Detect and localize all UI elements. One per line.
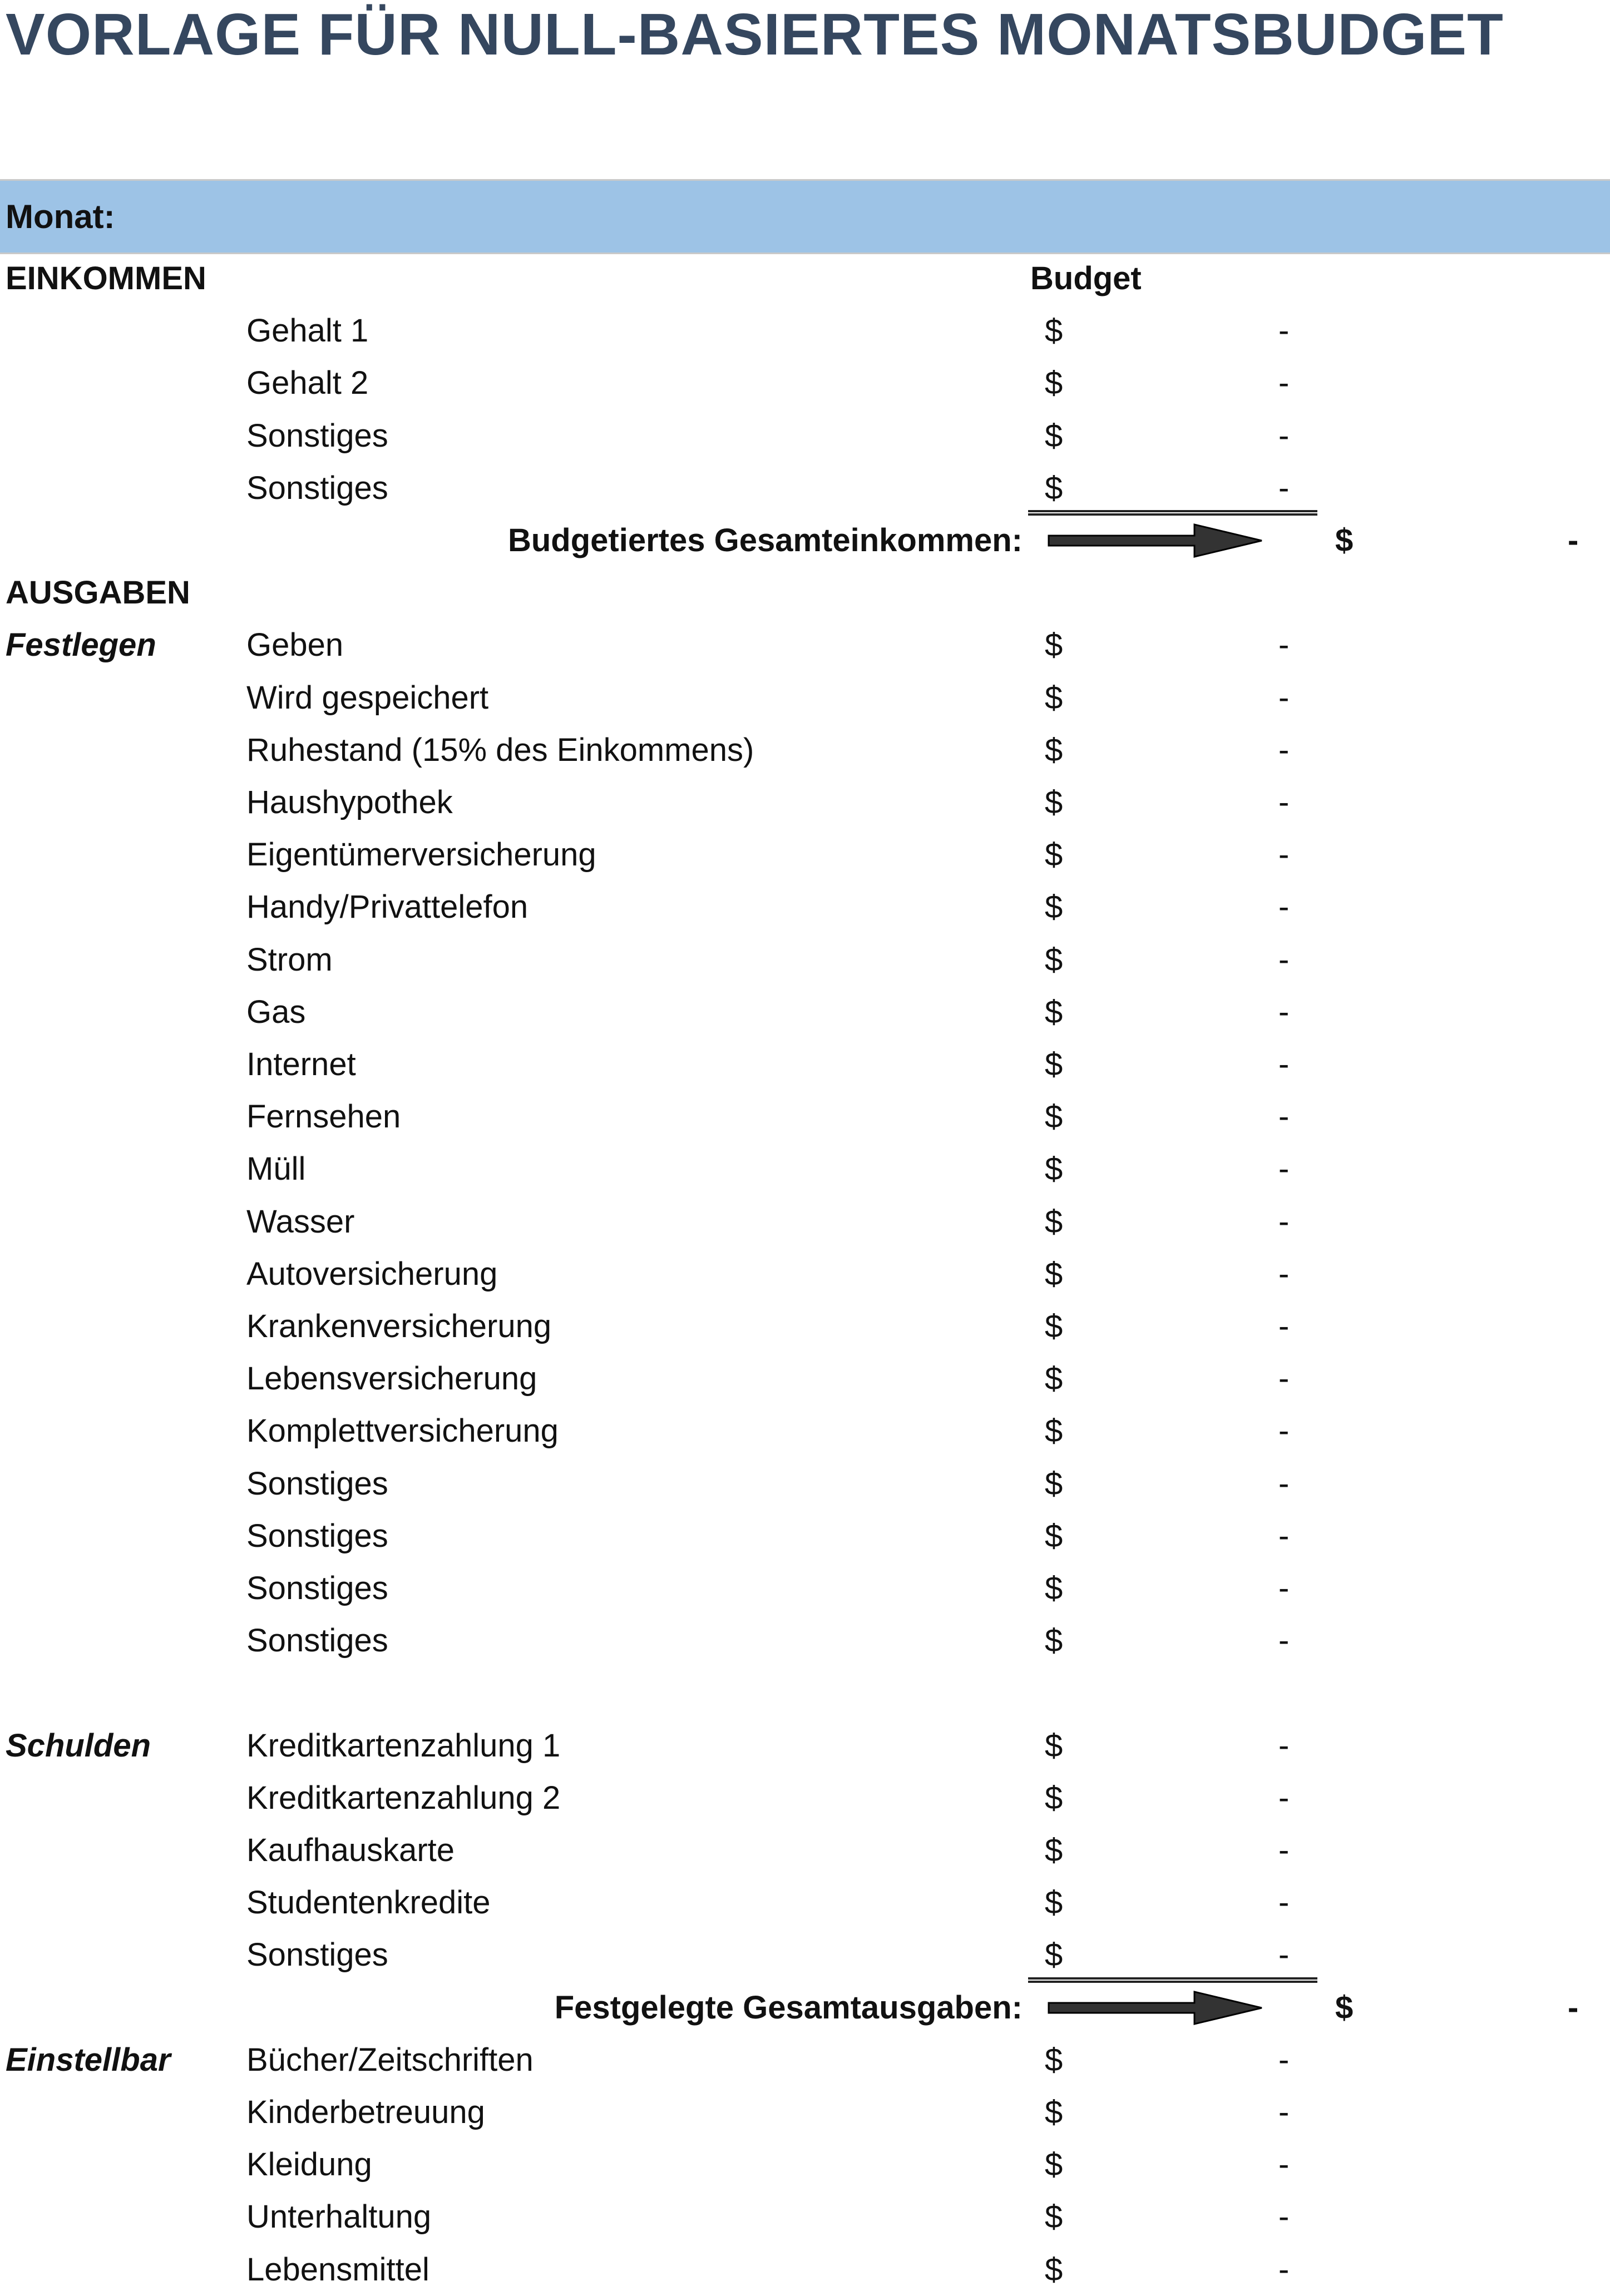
table-row bbox=[0, 2034, 1610, 2086]
item-label: Lebensmittel bbox=[246, 2251, 429, 2288]
budget-value[interactable]: - bbox=[1278, 1832, 1290, 1868]
table-row bbox=[0, 986, 1610, 1038]
item-label: Kreditkartenzahlung 1 bbox=[246, 1727, 561, 1764]
table-row bbox=[0, 1562, 1610, 1615]
item-label: Wird gespeichert bbox=[246, 679, 489, 716]
budget-value[interactable]: - bbox=[1278, 1046, 1290, 1082]
table-row bbox=[0, 619, 1610, 671]
item-label: Sonstiges bbox=[246, 469, 388, 506]
table-row bbox=[0, 2244, 1610, 2296]
budget-value[interactable]: - bbox=[1278, 1622, 1290, 1659]
item-label: Gehalt 1 bbox=[246, 313, 369, 349]
table-row bbox=[0, 305, 1610, 357]
table-row bbox=[0, 1143, 1610, 1195]
table-row bbox=[0, 1038, 1610, 1091]
item-label: Unterhaltung bbox=[246, 2199, 432, 2235]
page-title: VORLAGE FÜR NULL-BASIERTES MONATSBUDGET bbox=[6, 2, 1504, 67]
currency-symbol: $ bbox=[1045, 1832, 1063, 1868]
item-label: Wasser bbox=[246, 1203, 355, 1240]
currency-symbol: $ bbox=[1045, 1937, 1063, 1973]
currency-symbol: $ bbox=[1045, 1203, 1063, 1240]
budget-value[interactable]: - bbox=[1278, 1727, 1290, 1764]
item-label: Kreditkartenzahlung 2 bbox=[246, 1779, 561, 1816]
currency-symbol: $ bbox=[1045, 1622, 1063, 1659]
category-label: Einstellbar bbox=[6, 2041, 171, 2078]
currency-symbol: $ bbox=[1045, 2041, 1063, 2078]
currency-symbol: $ bbox=[1045, 313, 1063, 349]
right-arrow-icon bbox=[1047, 1990, 1264, 2026]
currency-symbol: $ bbox=[1045, 1465, 1063, 1502]
currency-symbol: $ bbox=[1045, 417, 1063, 454]
currency-symbol: $ bbox=[1045, 1517, 1063, 1554]
currency-symbol: $ bbox=[1045, 1360, 1063, 1397]
category-label: Festlegen bbox=[6, 627, 156, 664]
item-label: Handy/Privattelefon bbox=[246, 889, 529, 926]
budget-value[interactable]: - bbox=[1278, 1360, 1290, 1397]
table-row bbox=[0, 1353, 1610, 1405]
month-band bbox=[0, 179, 1610, 254]
income-header-row bbox=[0, 253, 1610, 305]
table-row bbox=[0, 410, 1610, 462]
budget-value[interactable]: - bbox=[1278, 1779, 1290, 1816]
total-value: - bbox=[1568, 522, 1579, 558]
currency-symbol: $ bbox=[1045, 679, 1063, 716]
item-label: Eigentümerversicherung bbox=[246, 837, 596, 873]
table-row bbox=[0, 776, 1610, 829]
budget-value[interactable]: - bbox=[1278, 941, 1290, 978]
item-label: Gas bbox=[246, 993, 306, 1030]
currency-symbol: $ bbox=[1045, 1727, 1063, 1764]
table-row bbox=[0, 357, 1610, 409]
budget-value[interactable]: - bbox=[1278, 1465, 1290, 1502]
total-label: Budgetiertes Gesamteinkommen: bbox=[507, 522, 1023, 558]
budget-value[interactable]: - bbox=[1278, 1203, 1290, 1240]
budget-value[interactable]: - bbox=[1278, 417, 1290, 454]
currency-symbol: $ bbox=[1045, 469, 1063, 506]
item-label: Sonstiges bbox=[246, 1465, 388, 1502]
item-label: Lebensversicherung bbox=[246, 1360, 537, 1397]
total-label: Festgelegte Gesamtausgaben: bbox=[554, 1989, 1023, 2026]
budget-value[interactable]: - bbox=[1278, 1413, 1290, 1449]
table-row bbox=[0, 462, 1610, 514]
table-row bbox=[0, 2086, 1610, 2139]
total-currency-symbol: $ bbox=[1335, 1989, 1354, 2026]
budget-value[interactable]: - bbox=[1278, 1937, 1290, 1973]
item-label: Autoversicherung bbox=[246, 1255, 498, 1292]
item-label: Studentenkredite bbox=[246, 1884, 491, 1921]
table-row bbox=[0, 934, 1610, 986]
table-row bbox=[0, 1091, 1610, 1143]
budget-value[interactable]: - bbox=[1278, 1098, 1290, 1135]
budget-value[interactable]: - bbox=[1278, 889, 1290, 926]
currency-symbol: $ bbox=[1045, 2199, 1063, 2235]
currency-symbol: $ bbox=[1045, 1255, 1063, 1292]
table-row bbox=[0, 829, 1610, 881]
currency-symbol: $ bbox=[1045, 1098, 1063, 1135]
right-arrow-icon bbox=[1047, 522, 1264, 559]
item-label: Internet bbox=[246, 1046, 356, 1082]
currency-symbol: $ bbox=[1045, 2146, 1063, 2183]
budget-value[interactable]: - bbox=[1278, 1570, 1290, 1606]
income-heading: EINKOMMEN bbox=[6, 260, 206, 296]
table-row bbox=[0, 1929, 1610, 1981]
budget-value[interactable]: - bbox=[1278, 731, 1290, 768]
table-row bbox=[0, 672, 1610, 724]
budget-value[interactable]: - bbox=[1278, 627, 1290, 664]
budget-value[interactable]: - bbox=[1278, 313, 1290, 349]
item-label: Kaufhauskarte bbox=[246, 1832, 455, 1868]
budget-value[interactable]: - bbox=[1278, 993, 1290, 1030]
currency-symbol: $ bbox=[1045, 941, 1063, 978]
budget-value[interactable]: - bbox=[1278, 837, 1290, 873]
currency-symbol: $ bbox=[1045, 1413, 1063, 1449]
item-label: Sonstiges bbox=[246, 1622, 388, 1659]
item-label: Fernsehen bbox=[246, 1098, 401, 1135]
table-row bbox=[0, 1405, 1610, 1457]
table-row bbox=[0, 724, 1610, 776]
budget-value[interactable]: - bbox=[1278, 2041, 1290, 2078]
table-row bbox=[0, 1248, 1610, 1300]
total-currency-symbol: $ bbox=[1335, 522, 1354, 558]
currency-symbol: $ bbox=[1045, 837, 1063, 873]
item-label: Krankenversicherung bbox=[246, 1308, 552, 1344]
currency-symbol: $ bbox=[1045, 993, 1063, 1030]
table-row bbox=[0, 2139, 1610, 2191]
item-label: Gehalt 2 bbox=[246, 365, 369, 402]
budget-value[interactable]: - bbox=[1278, 2146, 1290, 2183]
table-row bbox=[0, 1458, 1610, 1510]
table-row bbox=[0, 2191, 1610, 2243]
budget-value[interactable]: - bbox=[1278, 2094, 1290, 2130]
currency-symbol: $ bbox=[1045, 1308, 1063, 1344]
budget-value[interactable]: - bbox=[1278, 1308, 1290, 1344]
expenses-heading: AUSGABEN bbox=[6, 575, 190, 611]
item-label: Ruhestand (15% des Einkommens) bbox=[246, 731, 754, 768]
currency-symbol: $ bbox=[1045, 1779, 1063, 1816]
currency-symbol: $ bbox=[1045, 1570, 1063, 1606]
budget-value[interactable]: - bbox=[1278, 365, 1290, 402]
budget-column-header: Budget bbox=[1030, 260, 1142, 296]
item-label: Sonstiges bbox=[246, 1570, 388, 1606]
category-label: Schulden bbox=[6, 1727, 151, 1764]
item-label: Geben bbox=[246, 627, 344, 664]
fixed-expenses-total-row bbox=[0, 1982, 1610, 2034]
month-label: Monat: bbox=[6, 198, 115, 235]
item-label: Sonstiges bbox=[246, 417, 388, 454]
budget-value[interactable]: - bbox=[1278, 784, 1290, 820]
currency-symbol: $ bbox=[1045, 889, 1063, 926]
currency-symbol: $ bbox=[1045, 627, 1063, 664]
budget-value[interactable]: - bbox=[1278, 2199, 1290, 2235]
currency-symbol: $ bbox=[1045, 731, 1063, 768]
item-label: Müll bbox=[246, 1151, 306, 1187]
table-row bbox=[0, 1720, 1610, 1772]
table-row bbox=[0, 1824, 1610, 1877]
table-row bbox=[0, 1300, 1610, 1353]
income-total-row bbox=[0, 514, 1610, 567]
currency-symbol: $ bbox=[1045, 2251, 1063, 2288]
double-underline bbox=[1028, 1977, 1317, 1983]
double-underline bbox=[1028, 510, 1317, 516]
table-row bbox=[0, 1877, 1610, 1929]
table-row bbox=[0, 1615, 1610, 1667]
item-label: Sonstiges bbox=[246, 1517, 388, 1554]
item-label: Haushypothek bbox=[246, 784, 453, 820]
currency-symbol: $ bbox=[1045, 1151, 1063, 1187]
budget-value[interactable]: - bbox=[1278, 1255, 1290, 1292]
table-row bbox=[0, 1196, 1610, 1248]
item-label: Kleidung bbox=[246, 2146, 372, 2183]
item-label: Strom bbox=[246, 941, 333, 978]
currency-symbol: $ bbox=[1045, 1884, 1063, 1921]
currency-symbol: $ bbox=[1045, 1046, 1063, 1082]
table-row bbox=[0, 1772, 1610, 1824]
table-row bbox=[0, 1510, 1610, 1562]
currency-symbol: $ bbox=[1045, 365, 1063, 402]
expenses-header-row bbox=[0, 567, 1610, 619]
item-label: Kinderbetreuung bbox=[246, 2094, 485, 2130]
item-label: Bücher/Zeitschriften bbox=[246, 2041, 534, 2078]
budget-value[interactable]: - bbox=[1278, 679, 1290, 716]
currency-symbol: $ bbox=[1045, 2094, 1063, 2130]
budget-value[interactable]: - bbox=[1278, 1151, 1290, 1187]
currency-symbol: $ bbox=[1045, 784, 1063, 820]
budget-value[interactable]: - bbox=[1278, 1517, 1290, 1554]
budget-value[interactable]: - bbox=[1278, 2251, 1290, 2288]
item-label: Sonstiges bbox=[246, 1937, 388, 1973]
table-row bbox=[0, 881, 1610, 933]
budget-value[interactable]: - bbox=[1278, 1884, 1290, 1921]
item-label: Komplettversicherung bbox=[246, 1413, 559, 1449]
budget-value[interactable]: - bbox=[1278, 469, 1290, 506]
total-value: - bbox=[1568, 1989, 1579, 2026]
